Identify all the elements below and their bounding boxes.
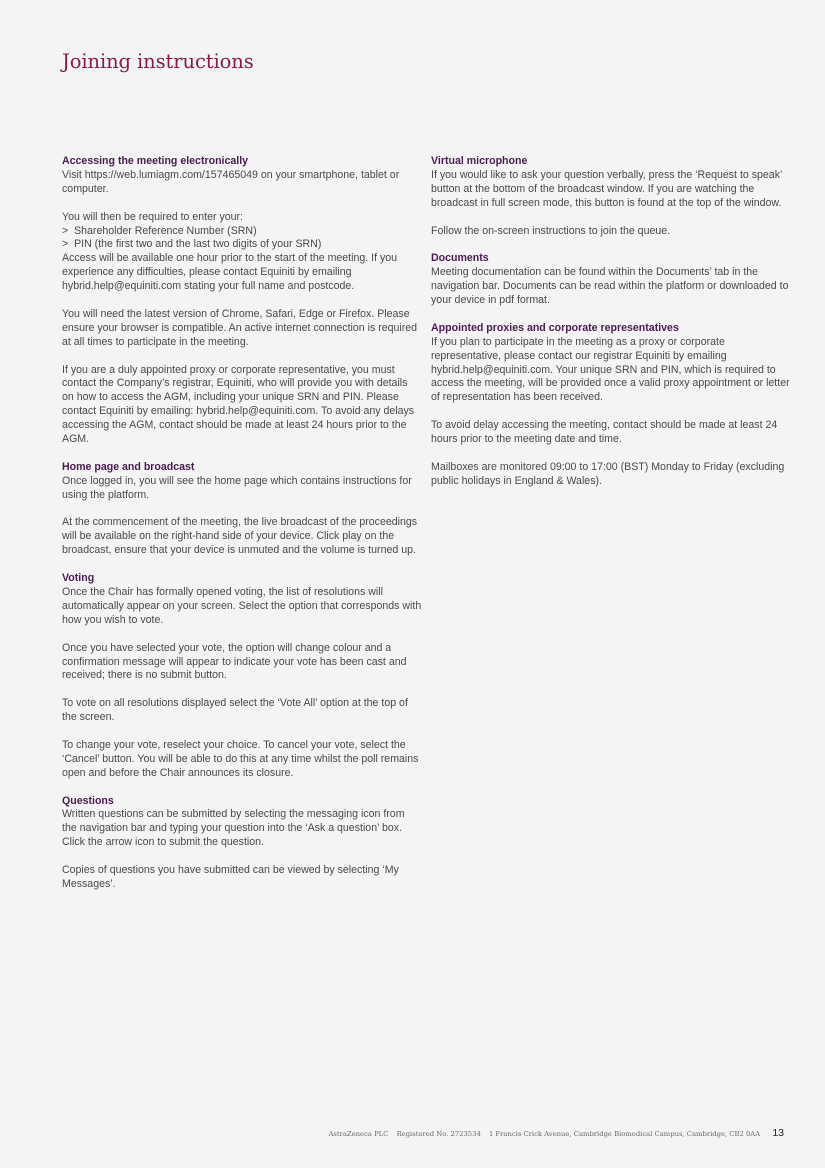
- paragraph: If you would like to ask your question verbally, press the ‘Request to speak’ button at the bottom of the broadcast window. If you are watching the broadcast in full screen mode, this button is found at the top of the window.: [431, 168, 782, 209]
- paragraph: To change your vote, reselect your choice. To cancel your vote, select the ‘Cancel’ button. You will be able to do this at any time whilst the poll remains open and before the Chair announces its closure.: [62, 738, 419, 779]
- paragraph: Mailboxes are monitored 09:00 to 17:00 (BST) Monday to Friday (excluding public holidays in England & Wales).: [431, 460, 785, 487]
- list-item: > PIN (the first two and the last two digits of your SRN): [62, 238, 422, 252]
- list-item: > Shareholder Reference Number (SRN): [62, 225, 422, 239]
- left-column: [62, 155, 422, 906]
- paragraph: To vote on all resolutions displayed select the ‘Vote All’ option at the top of the screen.: [62, 697, 408, 724]
- paragraph: At the commencement of the meeting, the live broadcast of the proceedings will be available on the right-hand side of your device. Click play on the broadcast, ensure that your device is unmuted and the volume is turned up.: [62, 516, 418, 557]
- section-questions: [62, 795, 422, 892]
- paragraph: To avoid delay accessing the meeting, contact should be made at least 24 hours prior to the meeting date and time.: [431, 419, 778, 446]
- section-heading-virtual-microphone: Virtual microphone: [431, 155, 528, 167]
- section-heading-appointed-proxies: Appointed proxies and corporate representatives: [431, 321, 679, 334]
- paragraph: Once logged in, you will see the home page which contains instructions for using the platform.: [62, 474, 412, 501]
- section-appointed-proxies: [431, 322, 791, 489]
- paragraph: If you are a duly appointed proxy or corporate representative, you must contact the Company’s registrar, Equiniti, who will provide you with details on how to access the AGM, including your unique SRN and PIN. Please contact Equiniti by emailing: hybrid.help@equiniti.com. To avoid any delays accessing the AGM, contact should be made at least 24 hours prior to the AGM.: [62, 363, 415, 446]
- paragraph: You will then be required to enter your:: [62, 210, 243, 223]
- paragraph: Access will be available one hour prior to the start of the meeting. If you experience any difficulties, please contact Equiniti by emailing hybrid.help@equiniti.com stating your full name and postcode.: [62, 252, 398, 293]
- paragraph: Follow the on-screen instructions to join the queue.: [431, 224, 671, 237]
- footer-address: 1 Francis Crick Avenue, Cambridge Biomedical Campus, Cambridge, CB2 0AA: [488, 1130, 761, 1138]
- paragraph: Copies of questions you have submitted can be viewed by selecting ‘My Messages’.: [62, 864, 399, 890]
- section-heading-documents: Documents: [431, 252, 489, 265]
- section-heading-voting: Voting: [62, 572, 95, 585]
- page-number: 13: [772, 1127, 784, 1139]
- section-accessing: [62, 155, 422, 447]
- paragraph: Once you have selected your vote, the option will change colour and a confirmation message will appear to indicate your vote has been cast and received; there is no submit button.: [62, 641, 407, 682]
- section-heading-home-page: Home page and broadcast: [62, 460, 195, 473]
- section-heading-questions: Questions: [62, 794, 114, 807]
- section-voting: [62, 572, 422, 781]
- section-virtual-microphone: [431, 155, 791, 238]
- right-column: [431, 155, 791, 503]
- credentials-list: [62, 225, 422, 253]
- page-title: Joining instructions: [62, 50, 254, 73]
- section-documents: [431, 252, 791, 308]
- paragraph: If you plan to participate in the meeting as a proxy or corporate representative, please contact our registrar Equiniti by emailing hybrid.help@equiniti.com. Your unique SRN and PIN, which is required to access the meeting, will be provided once a valid proxy appointment or letter of representation has been received.: [431, 335, 790, 404]
- paragraph: Visit https://web.lumiagm.com/157465049 on your smartphone, tablet or computer.: [62, 168, 400, 195]
- footer-registered-number: Registered No. 2723534: [396, 1130, 481, 1138]
- page-footer: [329, 1127, 785, 1139]
- section-heading-accessing: Accessing the meeting electronically: [62, 155, 249, 167]
- footer-company: AstraZeneca PLC: [328, 1130, 389, 1138]
- paragraph: You will need the latest version of Chrome, Safari, Edge or Firefox. Please ensure your browser is compatible. An active internet connection is required at all times to participate in the meeting.: [62, 307, 418, 348]
- section-home-page: [62, 461, 422, 558]
- paragraph: Meeting documentation can be found within the Documents’ tab in the navigation bar. Documents can be read within the platform or downloaded to your device in pdf format.: [431, 266, 789, 307]
- paragraph: Written questions can be submitted by selecting the messaging icon from the navigation bar and typing your question into the ‘Ask a question’ box. Click the arrow icon to submit the question.: [62, 808, 405, 849]
- paragraph: Once the Chair has formally opened voting, the list of resolutions will automatically appear on your screen. Select the option that corresponds with how you wish to vote.: [62, 586, 422, 626]
